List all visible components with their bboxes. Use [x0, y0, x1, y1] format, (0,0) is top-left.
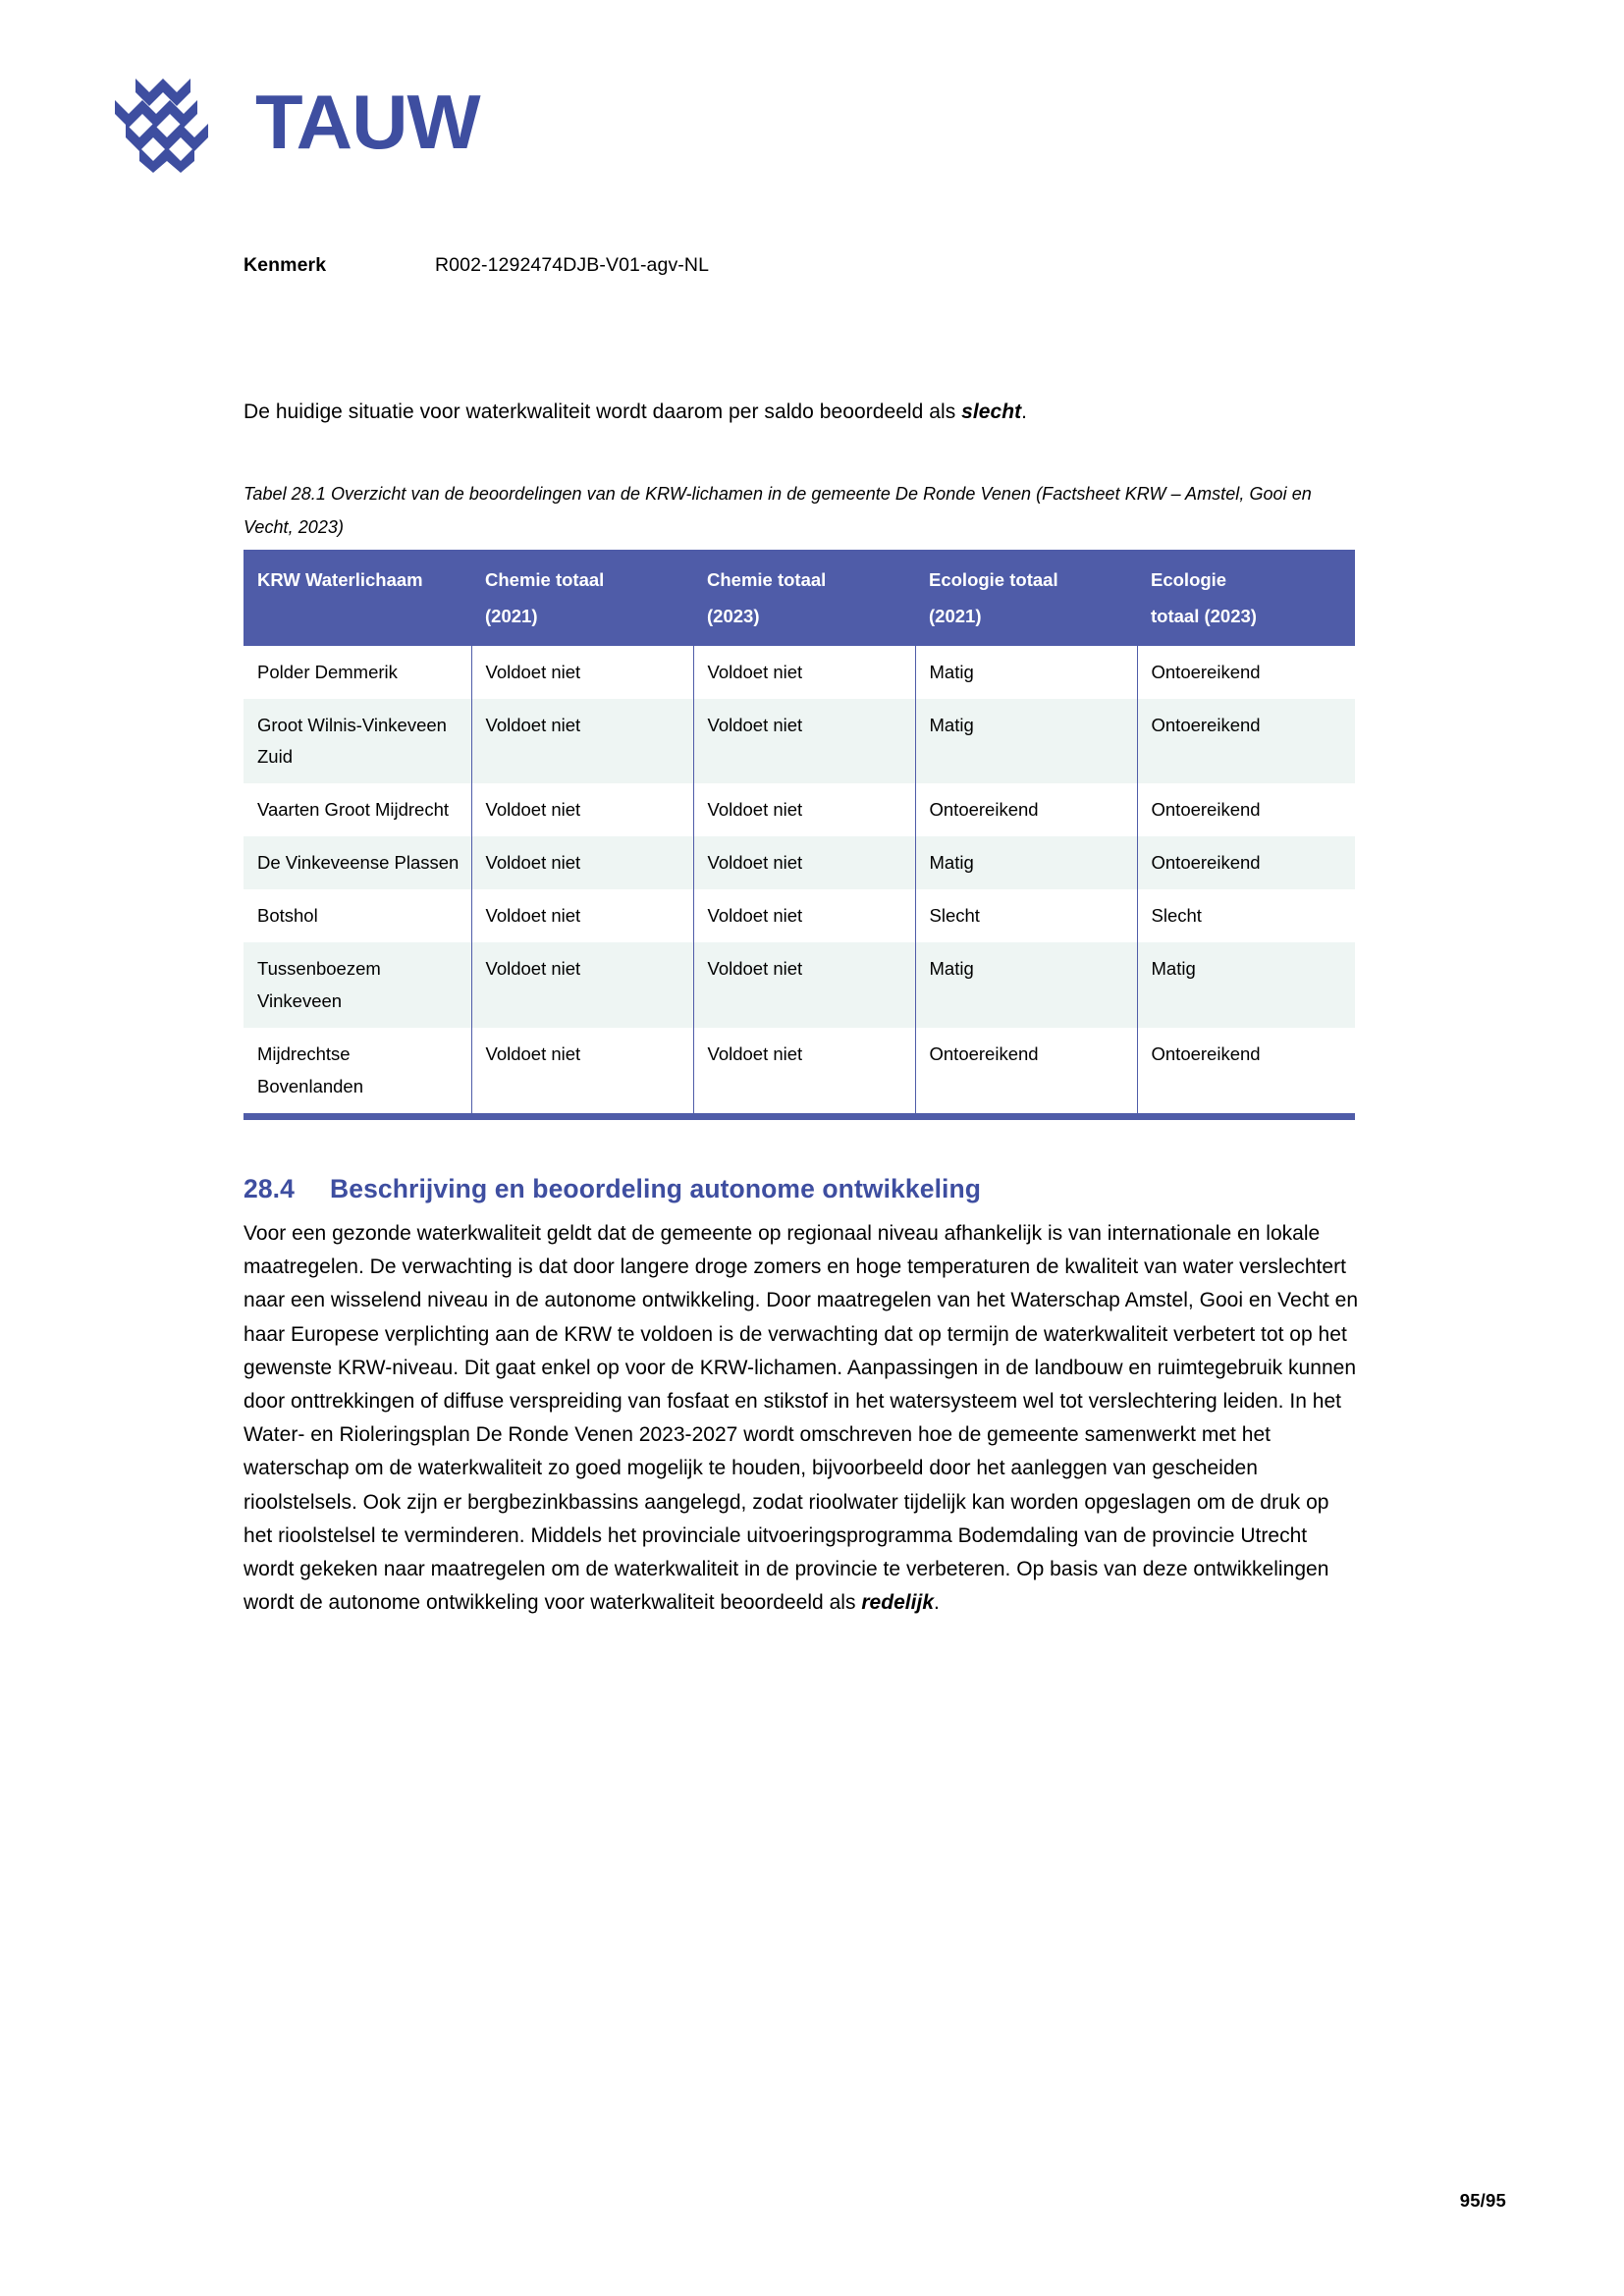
cell-chemie-2021: Voldoet niet [471, 836, 693, 889]
cell-chemie-2021: Voldoet niet [471, 699, 693, 784]
body-paragraph [244, 1217, 1363, 1621]
kenmerk-value: R002-1292474DJB-V01-agv-NL [435, 254, 710, 276]
table-row [244, 783, 1355, 836]
cell-ecologie-2023: Ontoereikend [1137, 783, 1355, 836]
cell-ecologie-2021: Matig [915, 646, 1137, 699]
page-number: 95/95 [1459, 2190, 1506, 2211]
lead-paragraph [244, 398, 1363, 427]
cell-chemie-2023: Voldoet niet [693, 889, 915, 942]
cell-waterlichaam: Groot Wilnis-Vinkeveen Zuid [244, 699, 471, 784]
cell-waterlichaam: Botshol [244, 889, 471, 942]
cell-chemie-2023: Voldoet niet [693, 1028, 915, 1113]
column-header-chemie-2021-line2: (2021) [485, 605, 538, 626]
cell-ecologie-2021: Matig [915, 699, 1137, 784]
lead-verdict: slecht [961, 400, 1022, 423]
cell-waterlichaam: Mijdrechtse Bovenlanden [244, 1028, 471, 1113]
column-header-waterlichaam-line1: KRW Waterlichaam [257, 569, 423, 591]
table-header [244, 550, 1355, 645]
table-row [244, 889, 1355, 942]
cell-chemie-2021: Voldoet niet [471, 889, 693, 942]
body-text-after: . [934, 1591, 940, 1615]
cell-chemie-2023: Voldoet niet [693, 646, 915, 699]
table-header-row [244, 550, 1355, 645]
cell-waterlichaam: Vaarten Groot Mijdrecht [244, 783, 471, 836]
column-header-ecologie-2023 [1137, 550, 1355, 645]
section-number: 28.4 [244, 1173, 295, 1203]
table-bottom-rule [244, 1113, 1355, 1120]
cell-ecologie-2021: Ontoereikend [915, 1028, 1137, 1113]
content-column [244, 398, 1363, 1621]
cell-ecologie-2021: Ontoereikend [915, 783, 1137, 836]
section-heading [244, 1173, 1363, 1205]
cell-ecologie-2023: Ontoereikend [1137, 836, 1355, 889]
column-header-chemie-2023-line2: (2023) [707, 605, 760, 626]
table-body [244, 646, 1355, 1113]
cell-chemie-2021: Voldoet niet [471, 646, 693, 699]
table-caption-line2: KRW – Amstel, Gooi en Vecht, 2023) [244, 483, 1312, 537]
table-row [244, 942, 1355, 1028]
cell-chemie-2023: Voldoet niet [693, 942, 915, 1028]
table-caption [244, 478, 1348, 545]
cell-ecologie-2023: Matig [1137, 942, 1355, 1028]
cell-waterlichaam: De Vinkeveense Plassen [244, 836, 471, 889]
page-title: Beschrijving en beoordeling autonome ontwikkeling [330, 1173, 982, 1203]
column-header-ecologie-2021-line2: (2021) [929, 605, 982, 626]
cell-chemie-2021: Voldoet niet [471, 1028, 693, 1113]
column-header-waterlichaam [244, 550, 471, 645]
column-header-chemie-2023-line1: Chemie totaal [707, 569, 827, 591]
body-verdict: redelijk [861, 1591, 935, 1615]
column-header-ecologie-2023-line2: totaal (2023) [1151, 605, 1257, 626]
cell-waterlichaam: Polder Demmerik [244, 646, 471, 699]
cell-ecologie-2023: Ontoereikend [1137, 699, 1355, 784]
tauw-logo [106, 71, 480, 173]
column-header-ecologie-2021-line1: Ecologie totaal [929, 569, 1058, 591]
cell-ecologie-2023: Ontoereikend [1137, 1028, 1355, 1113]
column-header-ecologie-2023-line1: Ecologie [1151, 569, 1227, 591]
body-text-before: Voor een gezonde waterkwaliteit geldt dat de gemeente op regionaal niveau afhankelijk is van internationale en lokale maatregelen. De verwachting is dat door langere droge zomers en hoge temperaturen de kwaliteit van water verslechtert naar een wisselend niveau in de autonome ontwikkeling. Door maatregelen van het Waterschap Amstel, Gooi en Vecht en haar Europese verplichting aan de KRW te voldoen is de verwachting dat op termijn de waterkwaliteit verbetert tot op het gewenste KRW-niveau. Dit gaat enkel op voor de KRW-lichamen. Aanpassingen in de landbouw en ruimtegebruik kunnen door onttrekkingen of diffuse verspreiding van fosfaat en stikstof in het watersysteem wel tot verslechtering leiden. In het Water- en Rioleringsplan De Ronde Venen 2023-2027 wordt omschreven hoe de gemeente samenwerkt met het waterschap om de waterkwaliteit zo goed mogelijk te houden, bijvoorbeeld door het aanleggen van gescheiden rioolstelsels. Ook zijn er bergbezinkbassins aangelegd, zodat rioolwater tijdelijk kan worden opgeslagen om de druk op het rioolstelsel te verminderen. Middels het provinciale uitvoeringsprogramma Bodemdaling van de provincie Utrecht wordt gekeken naar maatregelen om de waterkwaliteit in de provincie te verbeteren. Op basis van deze ontwikkelingen wordt de autonome ontwikkeling voor waterkwaliteit beoordeeld als [244, 1221, 1359, 1615]
cell-waterlichaam: Tussenboezem Vinkeveen [244, 942, 471, 1028]
cell-ecologie-2021: Matig [915, 942, 1137, 1028]
cell-chemie-2023: Voldoet niet [693, 836, 915, 889]
lead-text-before: De huidige situatie voor waterkwaliteit wordt daarom per saldo beoordeeld als [244, 400, 962, 423]
table-caption-line1: Tabel 28.1 Overzicht van de beoordelingen van de KRW-lichamen in de gemeente De Ronde Venen (Factsheet [244, 483, 1120, 504]
cell-ecologie-2021: Matig [915, 836, 1137, 889]
cell-chemie-2021: Voldoet niet [471, 783, 693, 836]
column-header-chemie-2021-line1: Chemie totaal [485, 569, 605, 591]
column-header-ecologie-2021 [915, 550, 1137, 645]
cell-ecologie-2021: Slecht [915, 889, 1137, 942]
tauw-chevron-lattice-mark-icon [106, 71, 222, 173]
cell-chemie-2023: Voldoet niet [693, 699, 915, 784]
cell-chemie-2023: Voldoet niet [693, 783, 915, 836]
kenmerk-row [244, 253, 709, 278]
krw-assessment-table [244, 550, 1355, 1112]
tauw-wordmark: TAUW [255, 79, 480, 165]
column-header-chemie-2021 [471, 550, 693, 645]
column-header-chemie-2023 [693, 550, 915, 645]
table-row [244, 646, 1355, 699]
cell-chemie-2021: Voldoet niet [471, 942, 693, 1028]
cell-ecologie-2023: Slecht [1137, 889, 1355, 942]
table-row [244, 1028, 1355, 1113]
table-row [244, 699, 1355, 784]
cell-ecologie-2023: Ontoereikend [1137, 646, 1355, 699]
kenmerk-label: Kenmerk [244, 254, 327, 276]
table-row [244, 836, 1355, 889]
lead-text-after: . [1021, 400, 1028, 423]
